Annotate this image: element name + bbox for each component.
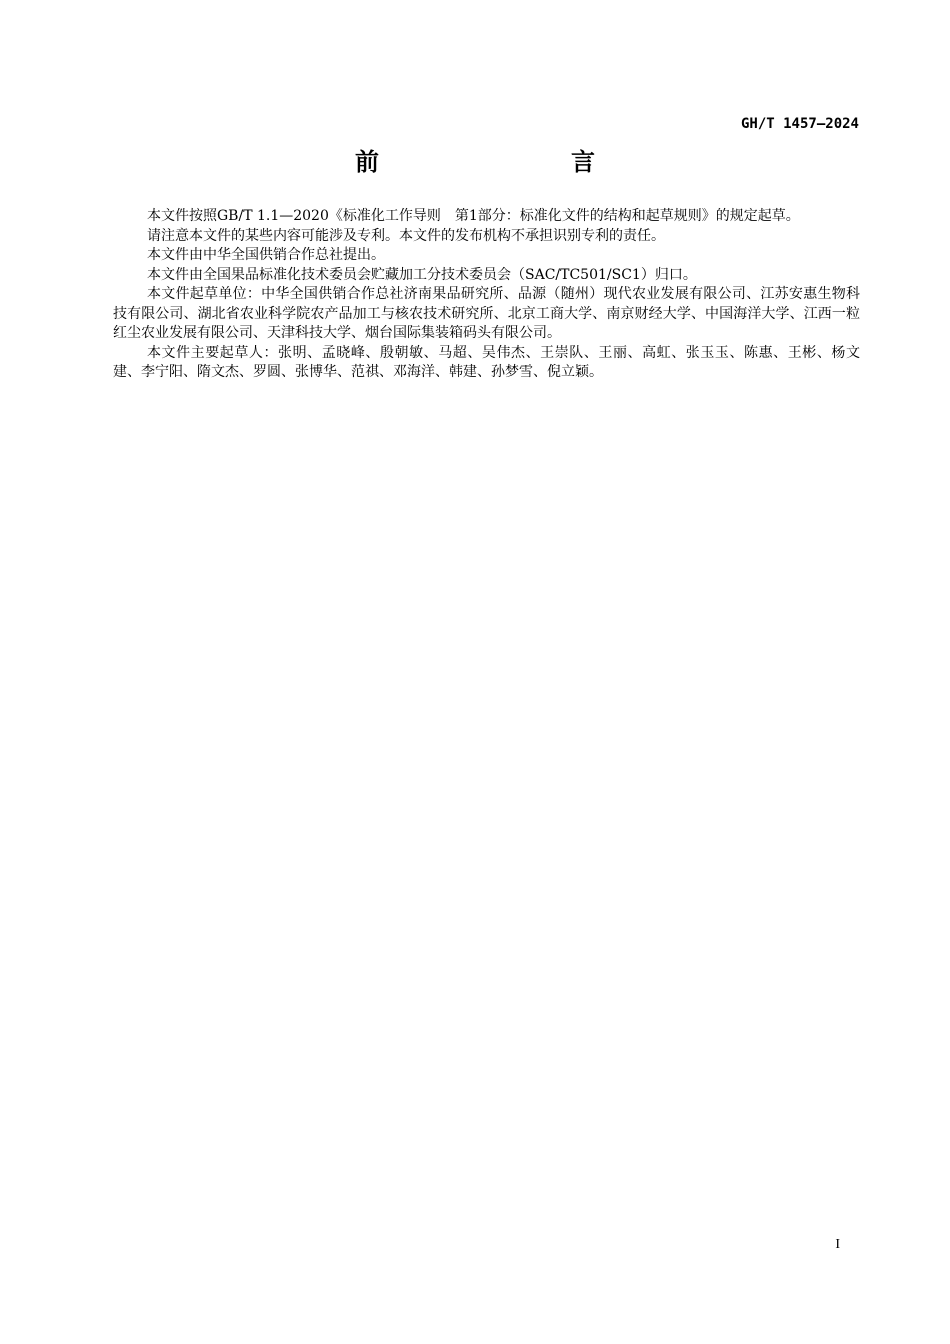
paragraph-technical-committee: 本文件由全国果品标准化技术委员会贮藏加工分技术委员会（SAC/TC501/SC1）归口。 xyxy=(147,266,697,283)
page-number: I xyxy=(835,1237,840,1252)
paragraph-drafting-organizations: 本文件起草单位：中华全国供销合作总社济南果品研究所、品源（随州）现代农业发展有限公司、江苏安惠生物科技有限公司、湖北省农业科学院农产品加工与核农技术研究所、北京工商大学、南京财经大学、中国海洋大学、江西一粒红尘农业发展有限公司、天津科技大学、烟台国际集装箱码头有限公司。 xyxy=(113,286,860,341)
paragraph-patent-notice: 请注意本文件的某些内容可能涉及专利。本文件的发布机构不承担识别专利的责任。 xyxy=(147,227,665,244)
paragraph-drafting-rules: 本文件按照GB/T 1.1—2020《标准化工作导则 第1部分：标准化文件的结构和起草规则》的规定起草。 xyxy=(147,208,800,224)
paragraph-drafters: 本文件主要起草人：张明、孟晓峰、殷朝敏、马超、吴伟杰、王崇队、王丽、高虹、张玉玉、陈惠、王彬、杨文建、李宁阳、隋文杰、罗圆、张博华、范祺、邓海洋、韩建、孙梦雪、倪立颖。 xyxy=(113,344,860,380)
preface-body xyxy=(113,207,860,383)
page-title: 前 言 xyxy=(355,148,643,176)
standard-code: GH/T 1457—2024 xyxy=(740,116,859,132)
paragraph-proposer: 本文件由中华全国供销合作总社提出。 xyxy=(147,247,385,263)
